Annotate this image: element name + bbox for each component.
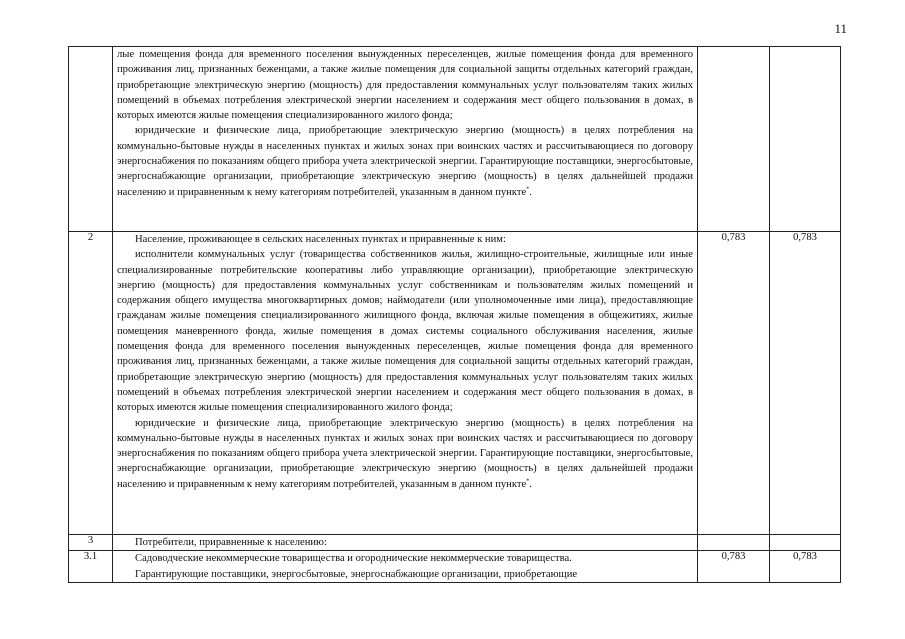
row-description [113, 551, 698, 583]
row-paragraph: юридические и физические лица, приобретающие электрическую энергию (мощность) в целях потребления на коммунально-бытовые нужды в населенных пунктах и жилых зонах при воинских частях и рассчитывающиеся по договору энергоснабжения по показаниям общего прибора учета электрической энергии. Гарантирующие поставщики, энергосбытовые, энергоснабжающие организации, приобретающие электрическую энергию (мощность) в целях дальнейшей продажи населению и приравненным к нему категориям потребителей, указанным в данном пункте*. [117, 125, 693, 198]
row-paragraph-text: юридические и физические лица, приобретающие электрическую энергию (мощность) в целях потребления на коммунально-бытовые нужды в населенных пунктах и жилых зонах при воинских частях и рассчитывающиеся по договору энергоснабжения по показаниям общего прибора учета электрической энергии. Гарантирующие поставщики, энергосбытовые, энергоснабжающие организации, приобретающие электрическую энергию (мощность) в целях дальнейшей продажи населению и приравненным к нему категориям потребителей, указанным в данном пункте [117, 125, 693, 198]
value-cell-2 [770, 47, 841, 232]
row-paragraph: Садоводческие некоммерческие товарищества и огороднические некоммерческие товарищества. [135, 553, 572, 565]
row-number: 3 [69, 535, 113, 551]
row-paragraph: Гарантирующие поставщики, энергосбытовые, энергоснабжающие организации, приобретающие [135, 568, 578, 580]
table-row [69, 535, 841, 551]
row-paragraph: юридические и физические лица, приобретающие электрическую энергию (мощность) в целях потребления на коммунально-бытовые нужды в населенных пунктах и жилых зонах при воинских частях и рассчитывающиеся по договору энергоснабжения по показаниям общего прибора учета электрической энергии. Гарантирующие поставщики, энергосбытовые, энергоснабжающие организации, приобретающие электрическую энергию (мощность) в целях дальнейшей продажи населению и приравненным к нему категориям потребителей, указанным в данном пункте*. [117, 417, 693, 490]
value-cell-1 [698, 535, 770, 551]
footnote-mark: * [526, 186, 530, 193]
table-row [69, 551, 841, 583]
row-number [69, 47, 113, 232]
row-paragraph: Потребители, приравненные к населению: [135, 537, 327, 548]
footnote-mark: * [526, 478, 530, 485]
value-cell-2: 0,783 [770, 232, 841, 535]
table-row [69, 47, 841, 232]
row-number: 2 [69, 232, 113, 535]
row-description [113, 47, 698, 232]
tariff-table [68, 46, 841, 583]
row-paragraph: лые помещения фонда для временного поселения вынужденных переселенцев, жилые помещения фонда для временного проживания лиц, признанных беженцами, а также жилые помещения для социальной защиты отдельных категорий граждан, приобретающие электрическую энергию (мощность) для предоставления коммунальных услуг пользователям таких жилых помещений в объемах потребления электрической энергии населением и содержания мест общего пользования в домах, в которых имеются жилые помещения специализированного жилого фонда; [117, 49, 693, 122]
row-paragraph-text: юридические и физические лица, приобретающие электрическую энергию (мощность) в целях потребления на коммунально-бытовые нужды в населенных пунктах и жилых зонах при воинских частях и рассчитывающиеся по договору энергоснабжения по показаниям общего прибора учета электрической энергии. Гарантирующие поставщики, энергосбытовые, энергоснабжающие организации, приобретающие электрическую энергию (мощность) в целях дальнейшей продажи населению и приравненным к нему категориям потребителей, указанным в данном пункте [117, 417, 693, 490]
value-cell-2 [770, 535, 841, 551]
table-row [69, 232, 841, 535]
value-cell-1: 0,783 [698, 232, 770, 535]
value-cell-1: 0,783 [698, 551, 770, 583]
row-description [113, 232, 698, 535]
row-number: 3.1 [69, 551, 113, 583]
row-description [113, 535, 698, 551]
value-cell-1 [698, 47, 770, 232]
row-paragraph: исполнители коммунальных услуг (товарищества собственников жилья, жилищно-строительные, жилищные или иные специализированные потребительские кооперативы либо управляющие организации), приобретающие электрическую энергию (мощность) для предоставления коммунальных услуг собственникам и пользователям жилых помещений и содержания общего имущества многоквартирных домов; наймодатели (или уполномоченные ими лица), предоставляющие гражданам жилые помещения специализированного жилищного фонда, включая жилые помещения в общежитиях, жилые помещения маневренного фонда, жилые помещения в домах системы социального обслуживания населения, жилые помещения фонда для временного поселения вынужденных переселенцев, жилые помещения фонда для временного проживания лиц, признанных беженцами, а также жилые помещения для социальной защиты отдельных категорий граждан, приобретающие электрическую энергию (мощность) для предоставления коммунальных услуг пользователям таких жилых помещений в объемах потребления электрической энергии населением и содержания мест общего пользования в домах, в которых имеются жилые помещения специализированного жилого фонда; [117, 249, 693, 414]
value-cell-2: 0,783 [770, 551, 841, 583]
row-paragraph: Население, проживающее в сельских населенных пунктах и приравненные к ним: [135, 234, 506, 245]
page-number: 11 [834, 21, 847, 36]
